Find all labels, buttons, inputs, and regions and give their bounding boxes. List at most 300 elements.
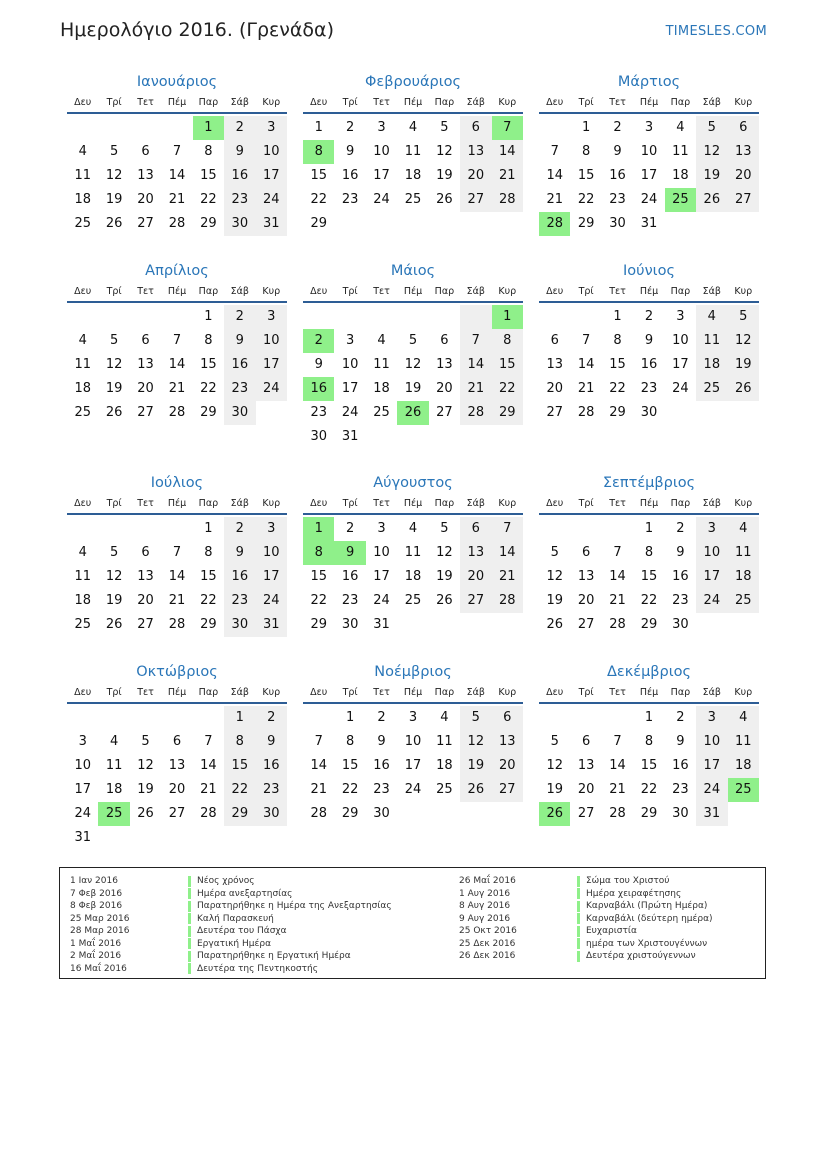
month-block <box>67 260 287 425</box>
weekday-label: Τετ <box>373 687 390 698</box>
legend-column-left <box>70 875 392 975</box>
day-cell: 8 <box>204 545 213 560</box>
weekday-label: Δευ <box>546 286 564 297</box>
empty-cell <box>397 802 428 826</box>
day-cell: 31 <box>256 212 287 236</box>
day-cell: 17 <box>696 565 727 589</box>
day-cell: 21 <box>609 782 626 797</box>
day-cell: 17 <box>256 164 287 188</box>
day-cell: 3 <box>676 309 685 324</box>
day-cell: 14 <box>609 569 626 584</box>
day-cell: 10 <box>696 541 727 565</box>
month-title: Ιανουάριος <box>136 74 218 90</box>
weekday-header <box>303 93 523 114</box>
week-row <box>539 188 759 212</box>
day-cell: 21 <box>492 164 523 188</box>
day-cell: 1 <box>644 521 654 536</box>
day-cell: 25 <box>436 782 453 797</box>
day-cell: 13 <box>436 357 453 372</box>
day-cell: 10 <box>74 758 91 773</box>
day-cell: 26 <box>137 806 154 821</box>
day-cell: 10 <box>640 144 658 159</box>
page-title: Ημερολόγιο 2016. (Γρενάδα) <box>60 19 334 41</box>
week-row <box>539 212 759 236</box>
weekday-label: Πέμ <box>403 687 423 698</box>
day-cell: 14 <box>168 569 186 584</box>
day-cell: 6 <box>141 333 150 348</box>
week-row <box>303 377 523 401</box>
day-cell: 22 <box>200 593 217 608</box>
day-cell: 17 <box>256 353 287 377</box>
day-cell: 20 <box>492 754 523 778</box>
day-cell: 29 <box>200 405 217 420</box>
empty-cell <box>161 706 192 730</box>
holiday-day-cell: 1 <box>193 116 224 140</box>
week-row <box>67 730 287 754</box>
day-cell: 20 <box>436 381 453 396</box>
day-cell: 26 <box>436 192 453 207</box>
weekday-header <box>67 494 287 515</box>
holiday-legend <box>59 867 766 979</box>
day-cell: 15 <box>341 758 359 773</box>
legend-row <box>459 875 713 888</box>
week-row <box>67 754 287 778</box>
weekday-label: Πέμ <box>639 687 659 698</box>
day-cell: 12 <box>728 329 759 353</box>
weekday-label: Σάβ <box>702 498 721 509</box>
day-cell: 11 <box>728 730 759 754</box>
week-row <box>303 802 523 826</box>
day-cell: 24 <box>373 192 390 207</box>
day-cell: 24 <box>74 806 91 821</box>
empty-cell <box>696 212 727 236</box>
holiday-marker <box>577 901 580 912</box>
empty-cell <box>696 613 727 637</box>
empty-cell <box>193 706 224 730</box>
weekday-label: Κυρ <box>262 687 281 698</box>
day-cell: 20 <box>460 164 491 188</box>
weekday-label: Παρ <box>670 687 691 698</box>
day-cell: 24 <box>256 188 287 212</box>
day-cell: 31 <box>373 617 390 632</box>
day-cell: 28 <box>492 589 523 613</box>
day-cell: 12 <box>404 357 422 372</box>
day-cell: 23 <box>672 782 689 797</box>
week-row <box>67 116 287 140</box>
day-cell: 30 <box>224 212 255 236</box>
month-title: Ιούνιος <box>623 263 675 279</box>
empty-cell <box>429 212 460 236</box>
day-cell: 8 <box>204 144 213 159</box>
week-row <box>539 778 759 802</box>
holiday-date: 26 Μαΐ 2016 <box>459 876 516 887</box>
day-cell: 13 <box>137 357 154 372</box>
day-cell: 17 <box>74 782 91 797</box>
day-cell: 27 <box>546 405 563 420</box>
day-cell: 21 <box>200 782 217 797</box>
holiday-name: Ημέρα χειραφέτησης <box>586 888 682 899</box>
day-cell: 26 <box>105 617 123 632</box>
week-row <box>303 305 523 329</box>
day-cell: 7 <box>613 734 622 749</box>
day-cell: 5 <box>141 734 150 749</box>
day-cell: 6 <box>172 734 182 749</box>
weekday-label: Πέμ <box>639 97 659 108</box>
week-row <box>303 116 523 140</box>
day-cell: 5 <box>728 305 759 329</box>
day-cell: 19 <box>728 353 759 377</box>
day-cell: 21 <box>168 192 186 207</box>
day-cell: 4 <box>408 521 418 536</box>
day-cell: 23 <box>224 377 255 401</box>
day-cell: 12 <box>546 758 563 773</box>
day-cell: 21 <box>577 381 595 396</box>
weekday-label: Παρ <box>670 498 691 509</box>
day-cell: 5 <box>440 120 449 135</box>
day-cell: 1 <box>613 309 622 324</box>
weekday-label: Παρ <box>670 97 691 108</box>
day-cell: 9 <box>345 144 355 159</box>
day-cell: 25 <box>404 192 422 207</box>
day-cell: 18 <box>105 782 123 797</box>
empty-cell <box>539 305 570 329</box>
day-cell: 21 <box>168 593 186 608</box>
day-cell: 11 <box>74 357 91 372</box>
holiday-name: Δευτέρα χριστούγεννων <box>586 951 696 962</box>
empty-cell <box>98 706 129 730</box>
legend-row <box>70 963 392 976</box>
day-cell: 20 <box>137 593 154 608</box>
month-title: Σεπτέμβριος <box>602 475 696 491</box>
month-title: Ιούλιος <box>150 475 204 491</box>
empty-cell <box>161 305 192 329</box>
weekday-header <box>67 282 287 303</box>
day-cell: 1 <box>204 309 213 324</box>
week-row <box>67 305 287 329</box>
day-cell: 8 <box>224 730 255 754</box>
month-block <box>303 260 523 449</box>
week-row <box>539 140 759 164</box>
weekday-header <box>67 683 287 704</box>
holiday-day-cell: 8 <box>303 140 334 164</box>
weekday-label: Δευ <box>546 687 564 698</box>
holiday-day-cell: 25 <box>728 778 759 802</box>
day-cell: 30 <box>310 429 327 444</box>
empty-cell <box>602 706 633 730</box>
day-cell: 25 <box>696 377 727 401</box>
day-cell: 9 <box>256 730 287 754</box>
day-cell: 8 <box>644 734 654 749</box>
day-cell: 5 <box>460 706 491 730</box>
day-cell: 18 <box>373 381 390 396</box>
week-row <box>303 541 523 565</box>
day-cell: 29 <box>200 617 217 632</box>
day-cell: 11 <box>728 541 759 565</box>
weekday-label: Τρί <box>106 498 122 509</box>
day-cell: 8 <box>345 734 355 749</box>
day-cell: 27 <box>436 405 453 420</box>
day-cell: 17 <box>341 381 359 396</box>
week-row <box>67 778 287 802</box>
month-title: Μάρτιος <box>617 74 681 90</box>
weekday-label: Σάβ <box>230 498 249 509</box>
day-cell: 9 <box>224 541 255 565</box>
day-cell: 29 <box>200 216 217 231</box>
holiday-date: 1 Ιαν 2016 <box>70 876 118 887</box>
weekday-header <box>539 494 759 515</box>
day-cell: 30 <box>672 617 689 632</box>
day-cell: 7 <box>550 144 559 159</box>
day-cell: 30 <box>341 617 359 632</box>
day-cell: 28 <box>168 617 186 632</box>
week-row <box>539 754 759 778</box>
day-cell: 28 <box>310 806 327 821</box>
day-cell: 14 <box>200 758 217 773</box>
weekday-label: Τρί <box>578 687 594 698</box>
day-cell: 24 <box>696 589 727 613</box>
day-cell: 27 <box>577 806 595 821</box>
empty-cell <box>334 305 365 329</box>
legend-row <box>459 950 713 963</box>
holiday-date: 8 Αυγ 2016 <box>459 901 511 912</box>
day-cell: 2 <box>256 706 287 730</box>
day-cell: 1 <box>224 706 255 730</box>
day-cell: 30 <box>609 216 626 231</box>
weekday-label: Σάβ <box>466 286 485 297</box>
month-block <box>303 472 523 637</box>
day-cell: 6 <box>581 545 591 560</box>
weekday-label: Σάβ <box>230 286 249 297</box>
legend-row <box>70 875 392 888</box>
day-cell: 31 <box>256 613 287 637</box>
week-row <box>67 212 287 236</box>
day-cell: 31 <box>74 830 91 845</box>
empty-cell <box>130 517 161 541</box>
day-cell: 24 <box>341 405 359 420</box>
week-row <box>539 377 759 401</box>
day-cell: 23 <box>640 381 658 396</box>
week-row <box>67 377 287 401</box>
day-cell: 7 <box>172 333 182 348</box>
day-cell: 25 <box>74 216 91 231</box>
holiday-date: 16 Μαΐ 2016 <box>70 963 127 974</box>
day-cell: 31 <box>640 216 658 231</box>
holiday-name: Παρατηρήθηκε η Εργατική Ημέρα <box>197 951 351 962</box>
day-cell: 9 <box>644 333 654 348</box>
day-cell: 17 <box>672 357 689 372</box>
day-cell: 4 <box>440 710 449 725</box>
day-cell: 20 <box>728 164 759 188</box>
day-cell: 7 <box>492 517 523 541</box>
day-cell: 5 <box>109 333 119 348</box>
weekday-header <box>67 93 287 114</box>
day-cell: 6 <box>141 545 150 560</box>
weekday-label: Πέμ <box>403 498 423 509</box>
day-cell: 1 <box>204 521 213 536</box>
day-cell: 7 <box>172 144 182 159</box>
day-cell: 7 <box>613 545 622 560</box>
day-cell: 2 <box>644 309 654 324</box>
weekday-label: Τρί <box>106 97 122 108</box>
day-cell: 19 <box>404 381 422 396</box>
empty-cell <box>366 212 397 236</box>
day-cell: 14 <box>492 140 523 164</box>
month-title: Δεκέμβριος <box>606 664 692 680</box>
week-row <box>67 706 287 730</box>
day-cell: 4 <box>408 120 418 135</box>
holiday-name: Καρναβάλι (δεύτερη ημέρα) <box>586 913 713 924</box>
day-cell: 14 <box>310 758 327 773</box>
week-row <box>539 589 759 613</box>
weekday-label: Τρί <box>578 97 594 108</box>
day-cell: 24 <box>640 192 658 207</box>
empty-cell <box>492 425 523 449</box>
day-cell: 17 <box>373 168 390 183</box>
day-cell: 17 <box>256 565 287 589</box>
day-cell: 25 <box>373 405 390 420</box>
month-block <box>67 661 287 850</box>
day-cell: 14 <box>460 353 491 377</box>
day-cell: 11 <box>105 758 123 773</box>
empty-cell <box>728 802 759 826</box>
legend-row <box>70 938 392 951</box>
holiday-day-cell: 25 <box>665 188 696 212</box>
month-block <box>67 71 287 236</box>
day-cell: 11 <box>404 545 422 560</box>
day-cell: 26 <box>696 188 727 212</box>
weekday-label: Πέμ <box>167 286 187 297</box>
day-cell: 14 <box>492 541 523 565</box>
day-cell: 3 <box>78 734 87 749</box>
holiday-name: Εργατική Ημέρα <box>197 938 271 949</box>
day-cell: 19 <box>105 593 123 608</box>
empty-cell <box>366 425 397 449</box>
day-cell: 2 <box>345 120 355 135</box>
week-row <box>303 401 523 425</box>
day-cell: 19 <box>546 593 563 608</box>
holiday-date: 1 Αυγ 2016 <box>459 888 511 899</box>
day-cell: 15 <box>492 353 523 377</box>
day-cell: 19 <box>460 754 491 778</box>
empty-cell <box>696 401 727 425</box>
day-cell: 23 <box>224 589 255 613</box>
day-cell: 15 <box>200 168 217 183</box>
day-cell: 4 <box>676 120 685 135</box>
day-cell: 13 <box>546 357 563 372</box>
week-row <box>539 517 759 541</box>
day-cell: 7 <box>204 734 213 749</box>
weekday-label: Πέμ <box>167 97 187 108</box>
day-cell: 29 <box>492 401 523 425</box>
month-block <box>539 260 759 425</box>
day-cell: 27 <box>460 188 491 212</box>
holiday-name: Καλή Παρασκευή <box>197 913 274 924</box>
day-cell: 6 <box>460 517 491 541</box>
day-cell: 10 <box>373 545 390 560</box>
weekday-label: Τετ <box>373 498 390 509</box>
empty-cell <box>397 305 428 329</box>
weekday-label: Τρί <box>342 498 358 509</box>
day-cell: 25 <box>404 593 422 608</box>
day-cell: 3 <box>377 120 386 135</box>
day-cell: 9 <box>314 357 323 372</box>
day-cell: 3 <box>408 710 418 725</box>
week-row <box>539 706 759 730</box>
day-cell: 21 <box>609 593 626 608</box>
day-cell: 3 <box>345 333 355 348</box>
day-cell: 23 <box>224 188 255 212</box>
day-cell: 12 <box>105 357 123 372</box>
week-row <box>303 613 523 637</box>
week-row <box>539 613 759 637</box>
weekday-label: Τετ <box>373 97 390 108</box>
holiday-name: Νέος χρόνος <box>197 876 255 887</box>
week-row <box>539 565 759 589</box>
day-cell: 23 <box>609 192 626 207</box>
week-row <box>303 778 523 802</box>
weekday-header <box>539 93 759 114</box>
day-cell: 16 <box>224 565 255 589</box>
week-row <box>539 353 759 377</box>
weekday-label: Παρ <box>434 97 455 108</box>
day-cell: 20 <box>137 381 154 396</box>
weekday-label: Σάβ <box>702 687 721 698</box>
holiday-date: 25 Οκτ 2016 <box>459 926 517 937</box>
holiday-date: 8 Φεβ 2016 <box>70 901 123 912</box>
weekday-label: Δευ <box>310 97 328 108</box>
week-row <box>67 164 287 188</box>
day-cell: 6 <box>550 333 559 348</box>
day-cell: 9 <box>613 144 622 159</box>
week-row <box>67 826 287 850</box>
day-cell: 14 <box>546 168 563 183</box>
weekday-label: Κυρ <box>262 97 281 108</box>
weekday-label: Σάβ <box>466 498 485 509</box>
weekday-label: Παρ <box>434 498 455 509</box>
day-cell: 16 <box>224 164 255 188</box>
legend-row <box>70 950 392 963</box>
empty-cell <box>193 826 224 850</box>
day-cell: 10 <box>672 333 689 348</box>
day-cell: 25 <box>74 405 91 420</box>
day-cell: 23 <box>672 593 689 608</box>
day-cell: 18 <box>74 593 91 608</box>
day-cell: 6 <box>141 144 150 159</box>
day-cell: 5 <box>696 116 727 140</box>
day-cell: 18 <box>74 192 91 207</box>
day-cell: 29 <box>640 617 658 632</box>
day-cell: 8 <box>644 545 654 560</box>
day-cell: 13 <box>728 140 759 164</box>
weekday-header <box>539 683 759 704</box>
month-block <box>539 472 759 637</box>
day-cell: 10 <box>373 144 390 159</box>
day-cell: 25 <box>728 589 759 613</box>
holiday-marker <box>188 888 191 899</box>
day-cell: 8 <box>204 333 213 348</box>
weekday-label: Τρί <box>106 286 122 297</box>
empty-cell <box>98 826 129 850</box>
day-cell: 4 <box>109 734 119 749</box>
day-cell: 27 <box>492 778 523 802</box>
site-logo[interactable]: TIMESLES.COM <box>665 24 767 39</box>
week-row <box>67 353 287 377</box>
holiday-marker <box>188 963 191 974</box>
holiday-name: Καρναβάλι (Πρώτη Ημέρα) <box>586 901 708 912</box>
week-row <box>303 188 523 212</box>
day-cell: 22 <box>200 381 217 396</box>
day-cell: 30 <box>224 613 255 637</box>
